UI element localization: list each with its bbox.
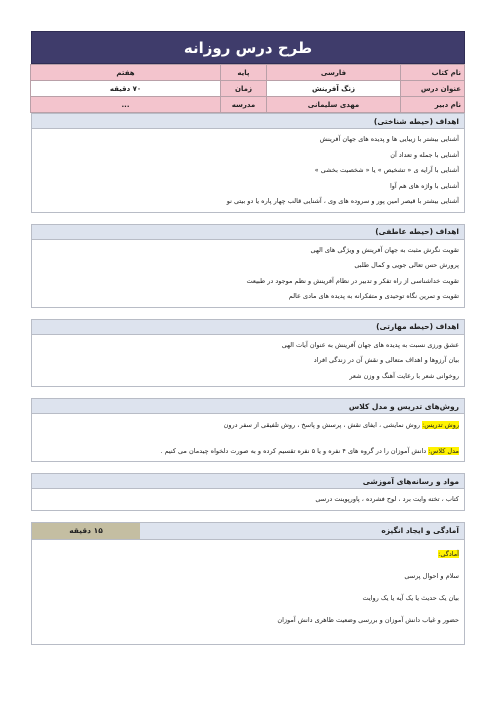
grade-label: پایه [221,65,267,81]
section-title: اهداف (حیطه مهارتی) [32,320,464,335]
section-title: اهداف (حیطه عاطفی) [32,225,464,240]
teacher-label: نام دبیر [401,97,465,113]
readiness-label-line [37,543,459,565]
section-header [32,523,464,540]
lesson-label: عنوان درس [401,81,465,97]
list-item: آشنایی بیشتر با زیبایی ها و پدیده های جهان آفرینش [319,135,459,143]
book-label: نام کتاب [401,65,465,81]
list-item: آشنایی بیشتر با قیصر امین پور و سروده های وی ، آشنایی قالب چهار پاره یا دو بیتی نو [226,197,459,205]
school-value: ... [31,97,221,113]
info-row [31,81,465,97]
lesson-plan-page [31,31,465,645]
book-value: فارسی [267,65,401,81]
list-item: تقویت خداشناسی از راه تفکر و تدبیر در نظام آفرینش و نظم موجود در طبیعت [246,276,459,285]
list-item: بیان یک حدیث یا یک آیه یا یک روایت [362,593,459,602]
list-item: آشنایی با واژه های هم آوا [389,181,459,190]
list-item: آشنایی با آرایه ی « تشخیص » یا « شخصیت بخشی » [314,166,459,174]
info-table [30,64,465,113]
section-body [32,489,464,510]
info-row [31,97,465,113]
model-text: دانش آموزان را در گروه های ۴ نفره و یا ۵ نفره تقسیم کرده و به صورت دلخواه چیدمان می کنیم . [160,447,429,455]
list-item: تقویت نگرش مثبت به جهان آفرینش و ویژگی های الهی [310,245,459,254]
affective-goals-section [31,224,465,308]
highlight-label: آمادگی: [438,549,459,558]
list-item: آشنایی با جمله و تعداد آن [390,150,459,159]
cognitive-goals-section [31,113,465,213]
section-title: مواد و رسانه‌های آموزشی [32,474,464,489]
highlight-label: مدل کلاس: [428,447,459,455]
list-item: عشق ورزی نسبت به پدیده های جهان آفرینش به عنوان آیات الهی [281,340,459,349]
lesson-value: زنگ آفرینش [267,81,401,97]
duration-badge: ۱۵ دقیقه [32,523,140,539]
highlight-label: روش تدریس: [422,421,459,429]
section-body [32,540,464,644]
section-title: روش‌های تدریس و مدل کلاس [32,399,464,414]
materials-text: کتاب ، تخته وایت برد ، لوح فشرده ، پاورپوینت درسی [315,495,459,503]
school-label: مدرسه [221,97,267,113]
info-row [31,65,465,81]
teaching-method-line [37,417,459,433]
list-item: پرورش حس تعالی جویی و کمال طلبی [354,261,459,269]
page-title: طرح درس روزانه [31,31,465,64]
teacher-value: مهدی سلیمانی [267,97,401,113]
section-body [32,335,464,387]
time-value: ۷۰ دقیقه [31,81,221,97]
section-body [32,129,464,212]
materials-section [31,473,465,511]
list-item: حضور و غیاب دانش آموزان و بررسی وضعیت ظاهری دانش آموزان [277,615,459,624]
section-body [32,414,464,461]
list-item: روخوانی شعر با رعایت آهنگ و وزن شعر [349,371,459,380]
section-title: اهداف (حیطه شناختی) [32,114,464,129]
skill-goals-section [31,319,465,388]
method-text: روش نمایشی ، ایفای نقش ، پرسش و پاسخ ، روش تلفیقی از سفر درون [223,421,423,429]
motivation-section [31,522,465,645]
teaching-methods-section [31,398,465,462]
class-model-line [37,443,459,459]
list-item: سلام و احوال پرسی [404,571,459,580]
grade-value: هفتم [31,65,221,81]
list-item: بیان آرزوها و اهداف متعالی و نقش آن در زندگی افراد [313,356,459,364]
section-title: آمادگی و ایجاد انگیزه [140,523,464,539]
section-body [32,240,464,307]
list-item: تقویت و تمرین نگاه توحیدی و متفکرانه به پدیده های مادی عالم [288,292,459,300]
time-label: زمان [221,81,267,97]
